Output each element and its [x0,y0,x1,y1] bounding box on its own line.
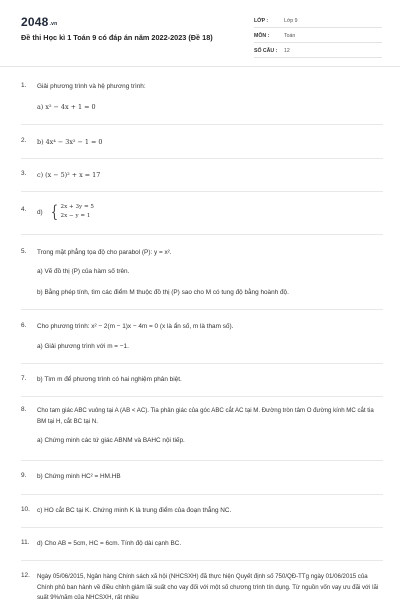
question-divider [21,234,383,235]
meta-divider [254,42,382,43]
question-12 [21,572,383,600]
question-divider [21,527,383,528]
question-number: 11. [21,539,30,546]
question-number: 8. [21,406,27,413]
question-subpart: a) x² − 4x + 1 = 0 [37,103,96,111]
question-number: 2. [21,137,27,144]
question-text: Cho tam giác ABC vuông tại A (AB < AC). Tia phân giác của góc ABC cắt AC tại M. Đường tròn tâm O đường kính MC cắt tia BM tại H, cắt BC tại N. [37,407,374,425]
question-subpart: a) Giải phương trình với m = −1. [37,343,129,350]
page-header [0,0,400,68]
equation-system [37,203,94,221]
meta-label: LỚP : [254,18,269,24]
meta-value: Toán [284,33,296,39]
question-number: 6. [21,322,27,329]
meta-label: SỐ CÂU : [254,48,278,54]
question-text: Trong mặt phẳng tọa độ cho parabol (P): y = x². [37,249,172,256]
meta-value: Lớp 9 [284,18,298,24]
question-number: 5. [21,248,27,255]
left-brace-icon: { [50,201,58,222]
question-divider [21,158,383,159]
meta-divider [254,27,382,28]
meta-divider [254,57,382,58]
question-number: 3. [21,170,27,177]
question-subpart: a) Chứng minh các tứ giác ABNM và BAHC nội tiếp. [37,437,185,444]
question-text: Cho phương trình: x² − 2(m − 1)x − 4m = 0 (x là ẩn số, m là tham số). [37,323,234,330]
question-text: b) Tìm m để phương trình có hai nghiệm phân biệt. [37,376,182,383]
question-text: Giải phương trình và hệ phương trình: [37,83,146,90]
question-number: 1. [21,82,27,89]
question-divider [21,309,383,310]
question-subpart: a) Vẽ đồ thị (P) của hàm số trên. [37,268,130,275]
question-number: 7. [21,375,27,382]
logo-text: 2048 [21,15,49,29]
meta-label: MÔN : [254,33,270,39]
question-text: Ngày 05/06/2015, Ngân hàng Chính sách xã hội (NHCSXH) đã thực hiện Quyết định số 750/QĐ-TTg ngày 01/06/2015 của Chính phủ ban hành về điều chỉnh giảm lãi suất cho vay đối với một số chương trình tín dụng. Từ nguồn vốn vay ưu đãi với lãi suất 9%/năm của NHCSXH, rất nhiều [37,573,379,600]
question-text: b) 4x⁴ − 3x² − 1 = 0 [37,138,103,146]
question-divider [21,396,383,397]
logo-suffix: .vn [49,21,58,27]
question-divider [21,191,383,192]
site-logo[interactable] [21,15,57,29]
question-divider [21,560,383,561]
equation-line: 2x + 3y = 5 [60,204,94,210]
question-text: c) HO cắt BC tại K. Chứng minh K là trung điểm của đoạn thẳng NC. [37,507,232,514]
equation-line: 2x − y = 1 [60,213,91,219]
question-text: d) Cho AB = 5cm, HC = 6cm. Tính độ dài cạnh BC. [37,540,182,547]
question-divider [21,494,383,495]
question-number: 12. [21,572,30,579]
header-divider [0,66,400,67]
question-divider [21,460,383,461]
document-title: Đề thi Học kì 1 Toán 9 có đáp án năm 2022-2023 (Đề 18) [21,33,213,42]
question-number: 10. [21,506,30,513]
question-text: c) (x − 5)² + x = 17 [37,171,101,179]
question-number: 9. [21,472,27,479]
question-subpart: b) Bằng phép tính, tìm các điểm M thuộc đồ thị (P) sao cho M có tung độ bằng hoành độ. [37,289,289,296]
question-text: b) Chứng minh HC² = HM.HB [37,473,121,480]
meta-value: 12 [284,48,290,54]
question-number: 4. [21,206,27,213]
subpart-label: d) [37,208,43,216]
question-divider [21,363,383,364]
question-divider [21,124,383,125]
